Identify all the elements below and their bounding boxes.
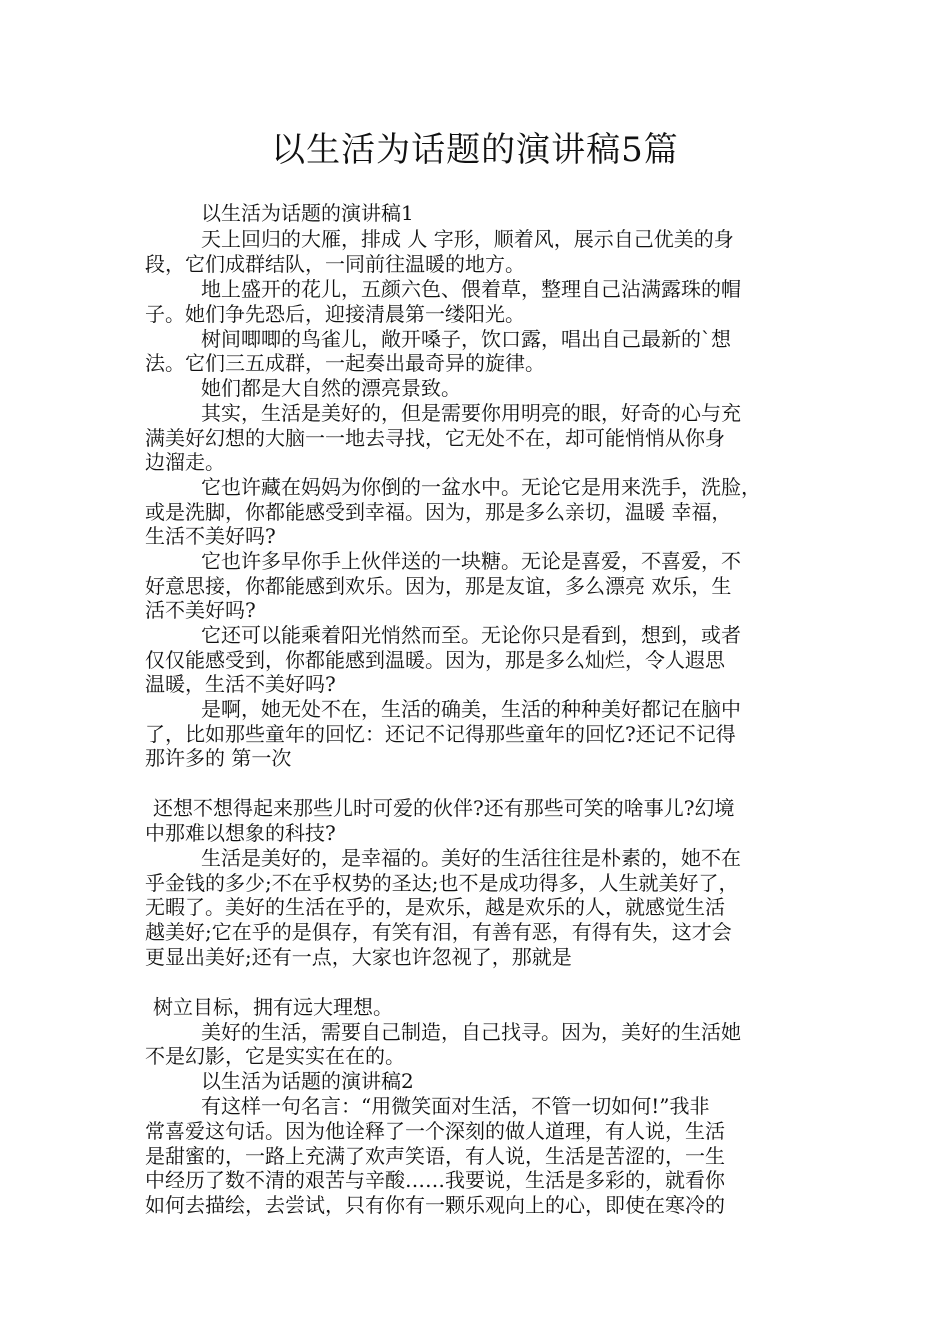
paragraph-line: 它还可以能乘着阳光悄然而至。无论你只是看到，想到，或者 bbox=[201, 623, 741, 647]
paragraph-line: 如何去描绘，去尝试，只有你有一颗乐观向上的心，即使在寒冷的 bbox=[145, 1193, 725, 1217]
paragraph-line: 段，它们成群结队，一同前往温暖的地方。 bbox=[145, 252, 525, 276]
paragraph-line: 有这样一句名言：“用微笑面对生活，不管一切如何!”我非 bbox=[201, 1094, 710, 1118]
paragraph-line: 法。它们三五成群，一起奏出最奇异的旋律。 bbox=[145, 351, 545, 375]
paragraph-line: 是啊，她无处不在，生活的确美，生活的种种美好都记在脑中 bbox=[201, 697, 741, 721]
paragraph-line: 满美好幻想的大脑一一地去寻找，它无处不在，却可能悄悄从你身 bbox=[145, 426, 725, 450]
paragraph-line: 地上盛开的花儿，五颜六色、偎着草，整理自己沾满露珠的帽 bbox=[201, 277, 741, 301]
paragraph-line: 其实，生活是美好的，但是需要你用明亮的眼，好奇的心与充 bbox=[201, 401, 741, 425]
paragraph-line: 美好的生活，需要自己制造，自己找寻。因为，美好的生活她 bbox=[201, 1020, 741, 1044]
paragraph-line: 生活是美好的，是幸福的。美好的生活往往是朴素的，她不在 bbox=[201, 846, 741, 870]
paragraph-line: 还想不想得起来那些儿时可爱的伙伴?还有那些可笑的啥事儿?幻境 bbox=[153, 796, 735, 820]
paragraph-line: 边溜走。 bbox=[145, 450, 225, 474]
paragraph-line: 中那难以想象的科技? bbox=[145, 821, 336, 845]
paragraph-line: 温暖，生活不美好吗? bbox=[145, 672, 336, 696]
paragraph-line: 是甜蜜的，一路上充满了欢声笑语，有人说，生活是苦涩的，一生 bbox=[145, 1144, 725, 1168]
paragraph-line: 生活不美好吗? bbox=[145, 524, 276, 548]
section-heading: 以生活为话题的演讲稿1 bbox=[201, 201, 414, 225]
paragraph-line: 常喜爱这句话。因为他诠释了一个深刻的做人道理，有人说，生活 bbox=[145, 1119, 725, 1143]
paragraph-line: 好意思接，你都能感到欢乐。因为，那是友谊，多么漂亮 欢乐，生 bbox=[145, 574, 732, 598]
paragraph-line: 乎金钱的多少;不在乎权势的圣达;也不是成功得多，人生就美好了， bbox=[145, 871, 739, 895]
paragraph-line: 不是幻影，它是实实在在的。 bbox=[145, 1044, 405, 1068]
paragraph-line: 仅仅能感受到，你都能感到温暖。因为，那是多么灿烂，令人遐思 bbox=[145, 648, 725, 672]
paragraph-line: 越美好;它在乎的是俱存，有笑有泪，有善有恶，有得有失，这才会 bbox=[145, 920, 732, 944]
paragraph-line: 了，比如那些童年的回忆：还记不记得那些童年的回忆?还记不记得 bbox=[145, 722, 736, 746]
paragraph-line: 天上回归的大雁，排成 人 字形，顺着风，展示自己优美的身 bbox=[201, 227, 734, 251]
paragraph-line: 那许多的 第一次 bbox=[145, 746, 292, 770]
paragraph-line: 或是洗脚，你都能感受到幸福。因为，那是多么亲切，温暖 幸福， bbox=[145, 500, 732, 524]
paragraph-line: 树间唧唧的鸟雀儿，敞开嗓子，饮口露，唱出自己最新的`想 bbox=[201, 327, 731, 351]
paragraph-line: 她们都是大自然的漂亮景致。 bbox=[201, 376, 461, 400]
section-heading: 以生活为话题的演讲稿2 bbox=[201, 1069, 414, 1093]
paragraph-line: 无暇了。美好的生活在乎的，是欢乐，越是欢乐的人，就感觉生活 bbox=[145, 895, 725, 919]
document-title: 以生活为话题的演讲稿5篇 bbox=[271, 130, 679, 170]
paragraph-line: 子。她们争先恐后，迎接清晨第一缕阳光。 bbox=[145, 302, 525, 326]
paragraph-line: 更显出美好;还有一点，大家也许忽视了，那就是 bbox=[145, 945, 572, 969]
paragraph-line: 它也许藏在妈妈为你倒的一盆水中。无论它是用来洗手，洗脸， bbox=[201, 475, 761, 499]
paragraph-line: 中经历了数不清的艰苦与辛酸……我要说，生活是多彩的，就看你 bbox=[145, 1168, 725, 1192]
paragraph-line: 树立目标，拥有远大理想。 bbox=[153, 995, 393, 1019]
paragraph-line: 它也许多早你手上伙伴送的一块糖。无论是喜爱，不喜爱，不 bbox=[201, 549, 741, 573]
paragraph-line: 活不美好吗? bbox=[145, 598, 256, 622]
